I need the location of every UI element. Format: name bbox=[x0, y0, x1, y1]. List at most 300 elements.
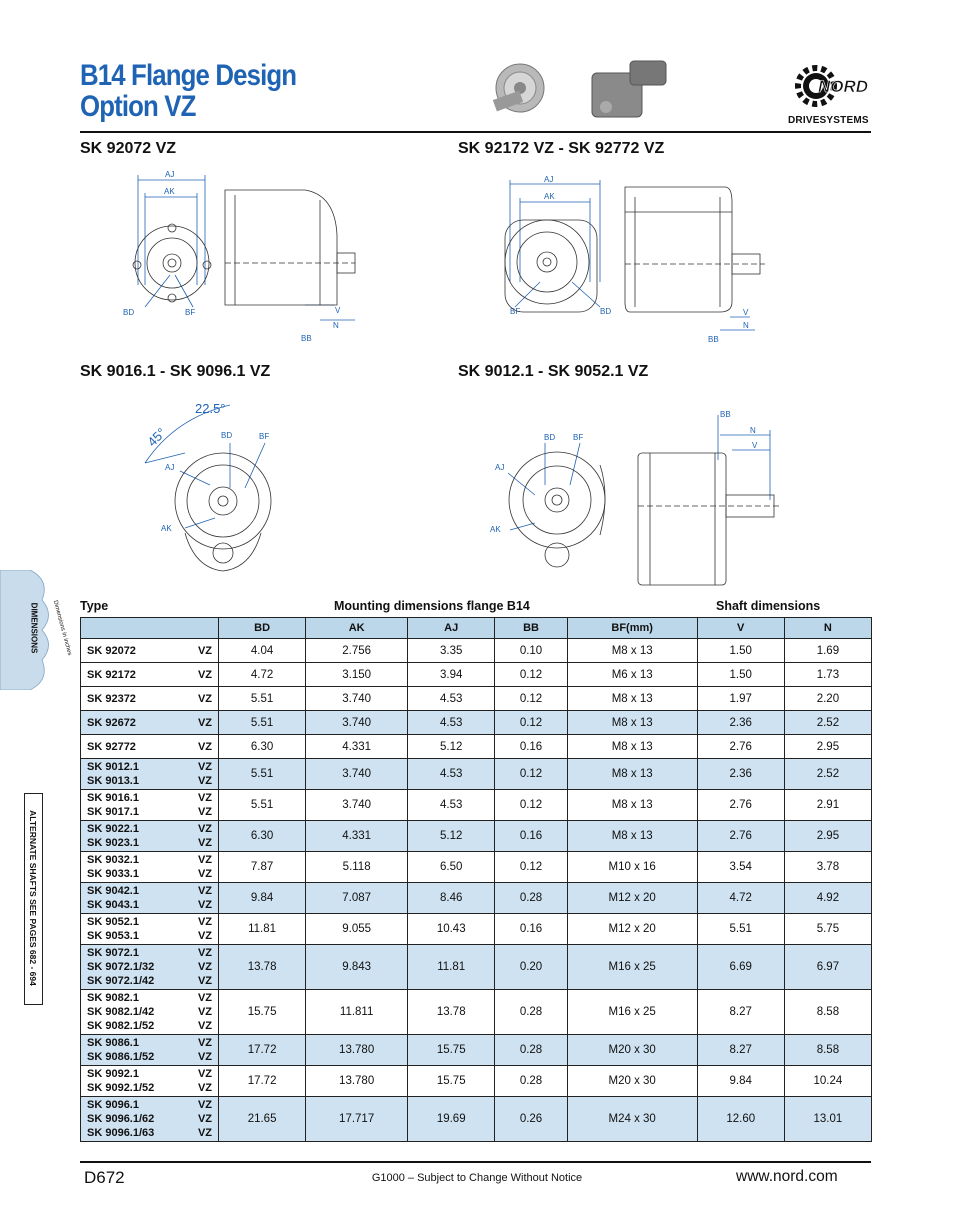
value-cell: 5.118 bbox=[306, 852, 408, 883]
title-line-2: Option VZ bbox=[80, 90, 196, 123]
value-cell: 1.50 bbox=[697, 639, 784, 663]
type-cell bbox=[81, 711, 219, 735]
type-option: VZ bbox=[197, 1127, 212, 1139]
value-cell: 0.28 bbox=[495, 990, 567, 1035]
value-cell: 0.28 bbox=[495, 1035, 567, 1066]
type-line bbox=[87, 740, 212, 754]
label-bf: BF bbox=[185, 308, 196, 317]
type-line bbox=[87, 1005, 212, 1019]
value-cell: M8 x 13 bbox=[567, 759, 697, 790]
value-cell: 5.51 bbox=[219, 687, 306, 711]
type-cell bbox=[81, 735, 219, 759]
table-row bbox=[81, 945, 872, 990]
page-number: D672 bbox=[84, 1168, 125, 1187]
type-model: SK 9092.1/52 bbox=[87, 1082, 155, 1094]
type-option: VZ bbox=[197, 692, 212, 705]
value-cell: 1.73 bbox=[784, 663, 871, 687]
type-option: VZ bbox=[197, 806, 212, 818]
label-aj: AJ bbox=[544, 175, 554, 184]
type-option: VZ bbox=[197, 1006, 212, 1018]
value-cell: 5.12 bbox=[408, 735, 495, 759]
value-cell: 15.75 bbox=[219, 990, 306, 1035]
type-cell bbox=[81, 1035, 219, 1066]
value-cell: 1.69 bbox=[784, 639, 871, 663]
value-cell: 3.54 bbox=[697, 852, 784, 883]
dimensions-tab-sublabel: Dimensions in inches bbox=[51, 599, 73, 657]
value-cell: 8.58 bbox=[784, 990, 871, 1035]
value-cell: 11.81 bbox=[408, 945, 495, 990]
type-line bbox=[87, 836, 212, 850]
dimensions-tab-label: DIMENSIONS bbox=[29, 602, 39, 654]
type-cell bbox=[81, 639, 219, 663]
type-model: SK 9032.1 bbox=[87, 854, 139, 866]
value-cell: 15.75 bbox=[408, 1066, 495, 1097]
label-ak: AK bbox=[490, 525, 501, 534]
value-cell: 4.53 bbox=[408, 759, 495, 790]
gear-motor-image bbox=[592, 61, 666, 117]
type-option: VZ bbox=[197, 899, 212, 911]
table-row bbox=[81, 711, 872, 735]
value-cell: 0.12 bbox=[495, 759, 567, 790]
type-line bbox=[87, 805, 212, 819]
value-cell: M12 x 20 bbox=[567, 914, 697, 945]
label-v: V bbox=[752, 441, 758, 450]
type-model: SK 9082.1/52 bbox=[87, 1020, 155, 1032]
section-title-9012-9052: SK 9012.1 - SK 9052.1 VZ bbox=[458, 363, 649, 380]
type-option: VZ bbox=[197, 1020, 212, 1032]
table-body bbox=[81, 639, 872, 1142]
value-cell: 1.50 bbox=[697, 663, 784, 687]
type-model: SK 9043.1 bbox=[87, 899, 139, 911]
value-cell: 0.16 bbox=[495, 914, 567, 945]
value-cell: 4.72 bbox=[697, 883, 784, 914]
value-cell: 3.740 bbox=[306, 759, 408, 790]
value-cell: 17.717 bbox=[306, 1097, 408, 1142]
type-option: VZ bbox=[197, 792, 212, 804]
value-cell: 3.78 bbox=[784, 852, 871, 883]
type-option: VZ bbox=[197, 1051, 212, 1063]
value-cell: 10.24 bbox=[784, 1066, 871, 1097]
label-n: N bbox=[743, 321, 749, 330]
type-model: SK 9016.1 bbox=[87, 792, 139, 804]
product-images bbox=[480, 55, 680, 130]
table-row bbox=[81, 639, 872, 663]
type-cell bbox=[81, 759, 219, 790]
value-cell: 2.20 bbox=[784, 687, 871, 711]
type-option: VZ bbox=[197, 961, 212, 973]
type-line bbox=[87, 929, 212, 943]
type-line bbox=[87, 946, 212, 960]
type-model: SK 9096.1/62 bbox=[87, 1113, 155, 1125]
type-line bbox=[87, 1067, 212, 1081]
type-model: SK 9082.1/42 bbox=[87, 1006, 155, 1018]
type-line bbox=[87, 644, 212, 658]
value-cell: M8 x 13 bbox=[567, 821, 697, 852]
value-cell: 2.76 bbox=[697, 790, 784, 821]
label-bf: BF bbox=[259, 432, 270, 441]
value-cell: 0.12 bbox=[495, 711, 567, 735]
type-model: SK 9053.1 bbox=[87, 930, 139, 942]
drawing-sk92172 bbox=[500, 172, 780, 350]
value-cell: 6.69 bbox=[697, 945, 784, 990]
section-title-92172-92772: SK 92172 VZ - SK 92772 VZ bbox=[458, 140, 665, 157]
value-cell: 9.84 bbox=[697, 1066, 784, 1097]
value-cell: 13.780 bbox=[306, 1035, 408, 1066]
value-cell: 0.10 bbox=[495, 639, 567, 663]
value-cell: 8.46 bbox=[408, 883, 495, 914]
value-cell: 8.27 bbox=[697, 990, 784, 1035]
type-option: VZ bbox=[197, 1113, 212, 1125]
type-option: VZ bbox=[197, 975, 212, 987]
value-cell: 2.756 bbox=[306, 639, 408, 663]
drawing-sk9012 bbox=[490, 405, 790, 590]
type-line bbox=[87, 1036, 212, 1050]
table-label-mounting: Mounting dimensions flange B14 bbox=[334, 599, 530, 613]
type-option: VZ bbox=[197, 823, 212, 835]
table-row bbox=[81, 990, 872, 1035]
nord-logo bbox=[788, 58, 870, 116]
value-cell: 0.26 bbox=[495, 1097, 567, 1142]
value-cell: 2.52 bbox=[784, 711, 871, 735]
type-cell bbox=[81, 883, 219, 914]
value-cell: 4.72 bbox=[219, 663, 306, 687]
table-row bbox=[81, 883, 872, 914]
value-cell: M8 x 13 bbox=[567, 687, 697, 711]
type-option: VZ bbox=[197, 1037, 212, 1049]
table-label-type: Type bbox=[80, 599, 109, 613]
website-link[interactable]: www.nord.com bbox=[736, 1168, 838, 1185]
type-line bbox=[87, 1081, 212, 1095]
column-header: BF(mm) bbox=[567, 618, 697, 639]
table-row bbox=[81, 1035, 872, 1066]
value-cell: 9.055 bbox=[306, 914, 408, 945]
table-header-row bbox=[81, 618, 872, 639]
type-option: VZ bbox=[197, 947, 212, 959]
type-line bbox=[87, 822, 212, 836]
table-header bbox=[81, 618, 872, 639]
label-bb: BB bbox=[720, 410, 731, 419]
type-model: SK 9033.1 bbox=[87, 868, 139, 880]
type-model: SK 9013.1 bbox=[87, 775, 139, 787]
type-cell bbox=[81, 1097, 219, 1142]
value-cell: 3.35 bbox=[408, 639, 495, 663]
table-row bbox=[81, 852, 872, 883]
column-header: AJ bbox=[408, 618, 495, 639]
value-cell: 0.12 bbox=[495, 687, 567, 711]
value-cell: 12.60 bbox=[697, 1097, 784, 1142]
value-cell: 5.51 bbox=[219, 711, 306, 735]
type-line bbox=[87, 960, 212, 974]
value-cell: 5.51 bbox=[219, 790, 306, 821]
type-cell bbox=[81, 945, 219, 990]
type-model: SK 9072.1/42 bbox=[87, 975, 155, 987]
value-cell: 9.843 bbox=[306, 945, 408, 990]
type-cell bbox=[81, 914, 219, 945]
alternate-shafts-note: ALTERNATE SHAFTS SEE PAGES 682 - 694 bbox=[28, 810, 38, 986]
table-row bbox=[81, 914, 872, 945]
header-blank bbox=[81, 618, 219, 639]
value-cell: 5.51 bbox=[219, 759, 306, 790]
footer-note: G1000 – Subject to Change Without Notice bbox=[371, 1172, 583, 1184]
type-line bbox=[87, 791, 212, 805]
value-cell: 0.16 bbox=[495, 735, 567, 759]
type-line bbox=[87, 915, 212, 929]
value-cell: 4.04 bbox=[219, 639, 306, 663]
type-model: SK 9096.1 bbox=[87, 1099, 139, 1111]
value-cell: M8 x 13 bbox=[567, 790, 697, 821]
value-cell: 0.12 bbox=[495, 790, 567, 821]
value-cell: 3.740 bbox=[306, 687, 408, 711]
value-cell: M16 x 25 bbox=[567, 945, 697, 990]
type-model: SK 92672 bbox=[87, 716, 136, 729]
label-aj: AJ bbox=[495, 463, 505, 472]
value-cell: 2.36 bbox=[697, 759, 784, 790]
label-bd: BD bbox=[544, 433, 556, 442]
value-cell: 6.50 bbox=[408, 852, 495, 883]
value-cell: 2.95 bbox=[784, 821, 871, 852]
type-option: VZ bbox=[197, 740, 212, 753]
value-cell: 7.87 bbox=[219, 852, 306, 883]
value-cell: 5.51 bbox=[697, 914, 784, 945]
type-model: SK 9012.1 bbox=[87, 761, 139, 773]
label-v: V bbox=[743, 308, 749, 317]
label-ak: AK bbox=[164, 187, 175, 196]
label-ak: AK bbox=[544, 192, 555, 201]
type-line bbox=[87, 716, 212, 730]
type-option: VZ bbox=[197, 761, 212, 773]
drawing-sk92072 bbox=[115, 165, 365, 345]
label-bd: BD bbox=[123, 308, 135, 317]
type-line bbox=[87, 853, 212, 867]
value-cell: 7.087 bbox=[306, 883, 408, 914]
value-cell: 19.69 bbox=[408, 1097, 495, 1142]
value-cell: 8.58 bbox=[784, 1035, 871, 1066]
value-cell: M20 x 30 bbox=[567, 1066, 697, 1097]
table-row bbox=[81, 821, 872, 852]
table-row bbox=[81, 735, 872, 759]
value-cell: 4.53 bbox=[408, 790, 495, 821]
value-cell: M12 x 20 bbox=[567, 883, 697, 914]
value-cell: 6.30 bbox=[219, 821, 306, 852]
table-row bbox=[81, 1097, 872, 1142]
type-option: VZ bbox=[197, 916, 212, 928]
value-cell: 3.94 bbox=[408, 663, 495, 687]
logo-wordmark: NORD bbox=[818, 77, 869, 96]
type-line bbox=[87, 1050, 212, 1064]
label-ak: AK bbox=[161, 524, 172, 533]
table-row bbox=[81, 687, 872, 711]
dimensions-tab bbox=[0, 570, 52, 690]
column-header: BD bbox=[219, 618, 306, 639]
bevel-gear-image bbox=[493, 64, 544, 112]
type-line bbox=[87, 668, 212, 682]
value-cell: 11.811 bbox=[306, 990, 408, 1035]
header-rule bbox=[80, 131, 871, 133]
type-model: SK 9017.1 bbox=[87, 806, 139, 818]
type-option: VZ bbox=[197, 992, 212, 1004]
type-line bbox=[87, 867, 212, 881]
type-option: VZ bbox=[197, 1082, 212, 1094]
type-model: SK 92072 bbox=[87, 644, 136, 657]
value-cell: M20 x 30 bbox=[567, 1035, 697, 1066]
type-line bbox=[87, 898, 212, 912]
table-row bbox=[81, 663, 872, 687]
type-model: SK 9052.1 bbox=[87, 916, 139, 928]
value-cell: M8 x 13 bbox=[567, 711, 697, 735]
label-bd: BD bbox=[221, 431, 233, 440]
type-model: SK 92772 bbox=[87, 740, 136, 753]
type-option: VZ bbox=[197, 930, 212, 942]
type-line bbox=[87, 884, 212, 898]
type-option: VZ bbox=[197, 1099, 212, 1111]
type-line bbox=[87, 1112, 212, 1126]
value-cell: 0.12 bbox=[495, 663, 567, 687]
type-cell bbox=[81, 852, 219, 883]
value-cell: 17.72 bbox=[219, 1066, 306, 1097]
type-line bbox=[87, 774, 212, 788]
type-option: VZ bbox=[197, 644, 212, 657]
value-cell: 5.75 bbox=[784, 914, 871, 945]
value-cell: 0.28 bbox=[495, 883, 567, 914]
type-model: SK 92172 bbox=[87, 668, 136, 681]
value-cell: 2.95 bbox=[784, 735, 871, 759]
value-cell: M10 x 16 bbox=[567, 852, 697, 883]
value-cell: 2.91 bbox=[784, 790, 871, 821]
value-cell: 13.78 bbox=[219, 945, 306, 990]
value-cell: 13.78 bbox=[408, 990, 495, 1035]
type-model: SK 9082.1 bbox=[87, 992, 139, 1004]
column-header: V bbox=[697, 618, 784, 639]
label-bf: BF bbox=[510, 307, 521, 316]
value-cell: 5.12 bbox=[408, 821, 495, 852]
type-model: SK 9086.1/52 bbox=[87, 1051, 155, 1063]
type-model: SK 9022.1 bbox=[87, 823, 139, 835]
value-cell: 2.36 bbox=[697, 711, 784, 735]
label-bd: BD bbox=[600, 307, 612, 316]
table-row bbox=[81, 1066, 872, 1097]
dimensions-table bbox=[80, 617, 872, 1142]
value-cell: 1.97 bbox=[697, 687, 784, 711]
type-cell bbox=[81, 1066, 219, 1097]
type-model: SK 9072.1/32 bbox=[87, 961, 155, 973]
value-cell: M16 x 25 bbox=[567, 990, 697, 1035]
type-option: VZ bbox=[197, 1068, 212, 1080]
label-aj: AJ bbox=[165, 463, 175, 472]
value-cell: 0.28 bbox=[495, 1066, 567, 1097]
type-option: VZ bbox=[197, 668, 212, 681]
column-header: BB bbox=[495, 618, 567, 639]
label-bf: BF bbox=[573, 433, 584, 442]
label-n: N bbox=[750, 426, 756, 435]
value-cell: M8 x 13 bbox=[567, 639, 697, 663]
value-cell: 6.97 bbox=[784, 945, 871, 990]
type-option: VZ bbox=[197, 775, 212, 787]
value-cell: 4.92 bbox=[784, 883, 871, 914]
value-cell: 21.65 bbox=[219, 1097, 306, 1142]
value-cell: 6.30 bbox=[219, 735, 306, 759]
type-model: SK 9096.1/63 bbox=[87, 1127, 155, 1139]
value-cell: M8 x 13 bbox=[567, 735, 697, 759]
value-cell: 4.331 bbox=[306, 735, 408, 759]
type-option: VZ bbox=[197, 854, 212, 866]
type-option: VZ bbox=[197, 885, 212, 897]
type-line bbox=[87, 974, 212, 988]
page-title bbox=[80, 60, 296, 122]
type-model: SK 92372 bbox=[87, 692, 136, 705]
type-option: VZ bbox=[197, 837, 212, 849]
value-cell: 13.780 bbox=[306, 1066, 408, 1097]
type-option: VZ bbox=[197, 716, 212, 729]
type-line bbox=[87, 1019, 212, 1033]
section-title-9016-9096: SK 9016.1 - SK 9096.1 VZ bbox=[80, 363, 271, 380]
value-cell: 2.76 bbox=[697, 821, 784, 852]
value-cell: 9.84 bbox=[219, 883, 306, 914]
type-line bbox=[87, 1098, 212, 1112]
type-model: SK 9092.1 bbox=[87, 1068, 139, 1080]
value-cell: 3.150 bbox=[306, 663, 408, 687]
table-label-shaft: Shaft dimensions bbox=[716, 599, 821, 613]
type-line bbox=[87, 760, 212, 774]
value-cell: 3.740 bbox=[306, 790, 408, 821]
type-cell bbox=[81, 687, 219, 711]
type-line bbox=[87, 692, 212, 706]
value-cell: 4.53 bbox=[408, 687, 495, 711]
type-model: SK 9042.1 bbox=[87, 885, 139, 897]
label-bb: BB bbox=[708, 335, 719, 344]
label-angle-45: 45° bbox=[144, 424, 169, 450]
value-cell: 2.52 bbox=[784, 759, 871, 790]
type-cell bbox=[81, 990, 219, 1035]
label-aj: AJ bbox=[165, 170, 175, 179]
value-cell: 11.81 bbox=[219, 914, 306, 945]
column-header: AK bbox=[306, 618, 408, 639]
label-bb: BB bbox=[301, 334, 312, 343]
section-title-92072: SK 92072 VZ bbox=[80, 140, 177, 157]
type-model: SK 9086.1 bbox=[87, 1037, 139, 1049]
value-cell: 3.740 bbox=[306, 711, 408, 735]
type-cell bbox=[81, 790, 219, 821]
title-line-1: B14 Flange Design bbox=[80, 59, 297, 92]
value-cell: 0.16 bbox=[495, 821, 567, 852]
table-row bbox=[81, 790, 872, 821]
value-cell: 0.12 bbox=[495, 852, 567, 883]
value-cell: 15.75 bbox=[408, 1035, 495, 1066]
type-cell bbox=[81, 821, 219, 852]
value-cell: 4.53 bbox=[408, 711, 495, 735]
type-line bbox=[87, 1126, 212, 1140]
type-option: VZ bbox=[197, 868, 212, 880]
type-cell bbox=[81, 663, 219, 687]
value-cell: 2.76 bbox=[697, 735, 784, 759]
column-header: N bbox=[784, 618, 871, 639]
value-cell: 4.331 bbox=[306, 821, 408, 852]
label-n: N bbox=[333, 321, 339, 330]
value-cell: 13.01 bbox=[784, 1097, 871, 1142]
label-angle-22: 22.5° bbox=[195, 401, 226, 416]
label-v: V bbox=[335, 306, 341, 315]
value-cell: M24 x 30 bbox=[567, 1097, 697, 1142]
footer-rule bbox=[80, 1161, 871, 1163]
type-line bbox=[87, 991, 212, 1005]
type-model: SK 9023.1 bbox=[87, 837, 139, 849]
value-cell: 0.20 bbox=[495, 945, 567, 990]
value-cell: 17.72 bbox=[219, 1035, 306, 1066]
drawing-sk9016 bbox=[135, 393, 295, 575]
value-cell: M6 x 13 bbox=[567, 663, 697, 687]
value-cell: 10.43 bbox=[408, 914, 495, 945]
value-cell: 8.27 bbox=[697, 1035, 784, 1066]
type-model: SK 9072.1 bbox=[87, 947, 139, 959]
